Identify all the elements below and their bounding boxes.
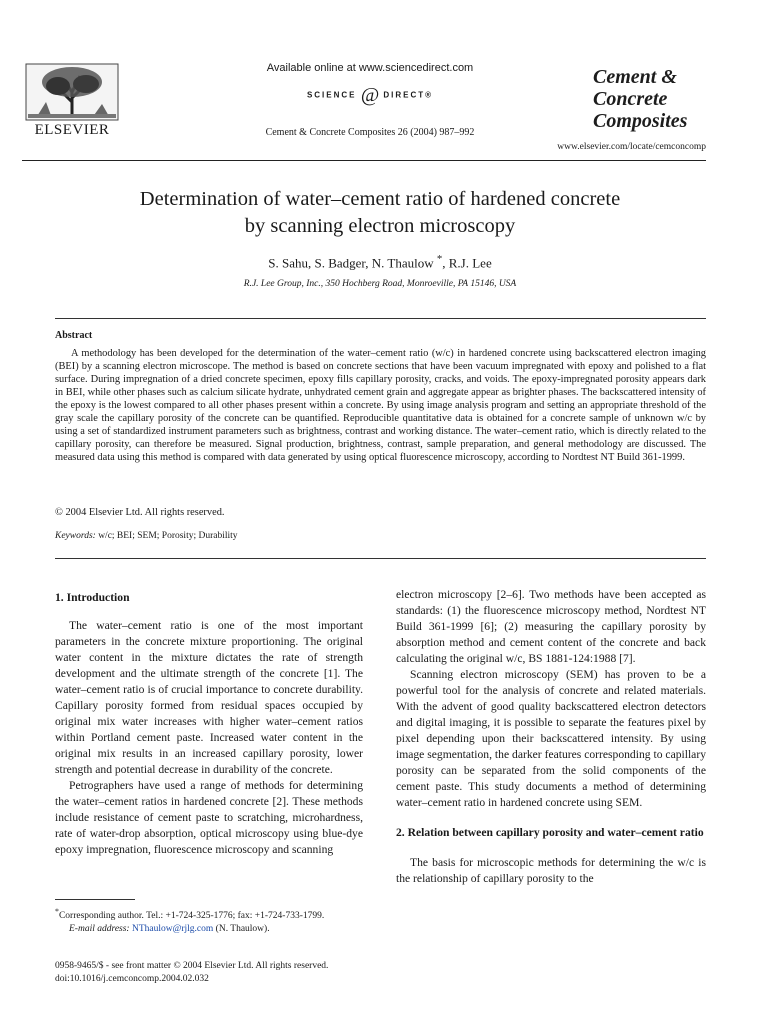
paragraph-3: electron microscopy [2–6]. Two methods have been accepted as standards: (1) the fluorescence microscopy method, Nordtest NT Build 361-1999 [6]; (2) measuring the capillary porosity by absorption method and cement content of the concrete and back calculating the original w/c, BS 1881-124:1988 [7]. (396, 588, 706, 665)
corresponding-author-footnote: *Corresponding author. Tel.: +1-724-325-1776; fax: +1-724-733-1799. (55, 907, 325, 922)
left-column (55, 590, 363, 858)
paragraph-2: Petrographers have used a range of methods for determining the water–cement ratios in hardened concrete [2]. These methods include resistance of cement paste to scratching, microhardness, rate of water-drop absorption, optical microscopy using blue-dye epoxy impregnation, fluorescence microscopy and scanning (55, 779, 363, 856)
keywords-list: w/c; BEI; SEM; Porosity; Durability (98, 531, 238, 541)
right-column (396, 587, 706, 887)
journal-title-line1: Cement & (593, 66, 677, 88)
sciencedirect-left: SCIENCE (306, 90, 357, 100)
section-2-heading: 2. Relation between capillary porosity and water–cement ratio (396, 826, 704, 839)
journal-title-line3: Composites (593, 110, 688, 132)
email-owner: (N. Thaulow). (215, 923, 270, 934)
journal-url-link[interactable]: www.elsevier.com/locate/cemconcomp (557, 142, 706, 152)
header-divider (22, 160, 706, 161)
section-1-heading: 1. Introduction (55, 591, 130, 604)
abstract-copyright: © 2004 Elsevier Ltd. All rights reserved. (55, 507, 225, 518)
author-affiliation: R.J. Lee Group, Inc., 350 Hochberg Road, Monroeville, PA 15146, USA (243, 279, 517, 289)
footnote-divider (55, 899, 135, 900)
article-title-line1: Determination of water–cement ratio of hardened concrete (139, 188, 621, 210)
authors-after: , R.J. Lee (442, 255, 492, 271)
elsevier-logo (22, 62, 122, 138)
abstract-body (55, 347, 706, 464)
keywords-label: Keywords: (55, 531, 96, 541)
front-matter (55, 960, 385, 985)
front-matter-issn: 0958-9465/$ - see front matter © 2004 Elsevier Ltd. All rights reserved. (55, 961, 329, 971)
paragraph-4: Scanning electron microscopy (SEM) has proven to be a powerful tool for the analysis of concrete and related materials. With the advent of good quality backscattered electron detectors and digital imaging, it is possible to separate the features pixel by pixel depending upon their backscattered intensity. By using image segmentation, the darker features corresponding to capillary porosity can be separated from the solid components of the cement paste. This study documents a method of determining water–cement ratio in hardened concrete using SEM. (396, 668, 706, 809)
paragraph-5: The basis for microscopic methods for determining the w/c is the relationship of capillary porosity to the (396, 856, 706, 885)
doi-link[interactable]: doi:10.1016/j.cemconcomp.2004.02.032 (55, 973, 209, 984)
sciencedirect-right: DIRECT® (383, 90, 434, 100)
corresponding-author-text: Corresponding author. Tel.: +1-724-325-1776; fax: +1-724-733-1799. (58, 911, 325, 922)
author-list (60, 253, 700, 271)
sciencedirect-at-icon: @ (360, 84, 380, 106)
paragraph-1: The water–cement ratio is one of the most important parameters in the concrete mixture proportioning. The original water content in the mixture dictates the rate of strength development and the ultimate strength of the concrete [1]. The water–cement ratio is of crucial importance to concrete durability. Capillary porosity formed from residual spaces occupied by original mix water increases with higher water–cement ratios within Portland cement paste. Increased water content in the original mix results in an increased capillary porosity, lower strength and potential decrease in durability of the concrete. (55, 619, 363, 776)
email-label: E-mail address: (69, 923, 130, 934)
available-online-text[interactable]: Available online at www.sciencedirect.com (266, 62, 474, 74)
abstract-heading: Abstract (55, 330, 93, 341)
abstract-bottom-divider (55, 558, 706, 559)
authors-before: S. Sahu, S. Badger, N. Thaulow (268, 255, 437, 271)
abstract-text: A methodology has been developed for the determination of the water–cement ratio (w/c) in hardened concrete using backscattered electron imaging (BEI) by a scanning electron microscope. The method is based on concrete sections that have been vacuum impregnated with epoxy and polished to a flat surface. During impregnation of a dried concrete specimen, epoxy fills capillary porosity, cracks, and voids. The epoxy-impregnated porosity appears dark in BEI, while other phases such as calcium silicate hydrate, unhydrated cement grain and aggregate appear as brighter phases. The backscattered intensity of the epoxy is the lowest compared to all other phases present within a concrete. By using image analysis program and setting an appropriate threshold of the gray scale the capillary porosity of the concrete can be quantified. Reproducible quantitative data is obtained for a concrete sample of unknown w/c by using a set of standardized instrument parameters such as brightness, contrast and working distance. The water–cement ratio, which is directly related to the capillary porosity, can therefore be measured. Signal production, brightness, contrast, sample preparation, and general methodology are discussed. The measured data using this method is compared with data generated by using optical fluorescence microscopy, according to Nordtest NT Build 361-1999. (55, 348, 706, 464)
email-link[interactable]: NThaulow@rjlg.com (131, 923, 214, 934)
keywords (55, 531, 238, 541)
sciencedirect-logo (200, 84, 540, 107)
journal-title-line2: Concrete (593, 88, 668, 110)
journal-title (593, 66, 687, 132)
journal-citation: Cement & Concrete Composites 26 (2004) 987–992 (265, 127, 475, 138)
article-title-line2: by scanning electron microscopy (244, 215, 516, 237)
publisher-name: ELSEVIER (34, 122, 110, 138)
email-footnote (55, 923, 363, 936)
corresponding-author-mark[interactable]: * (436, 253, 443, 265)
footnotes (55, 906, 363, 935)
elsevier-tree-emblem-icon (22, 62, 122, 122)
abstract-top-divider (55, 318, 706, 319)
article-title (60, 186, 700, 240)
